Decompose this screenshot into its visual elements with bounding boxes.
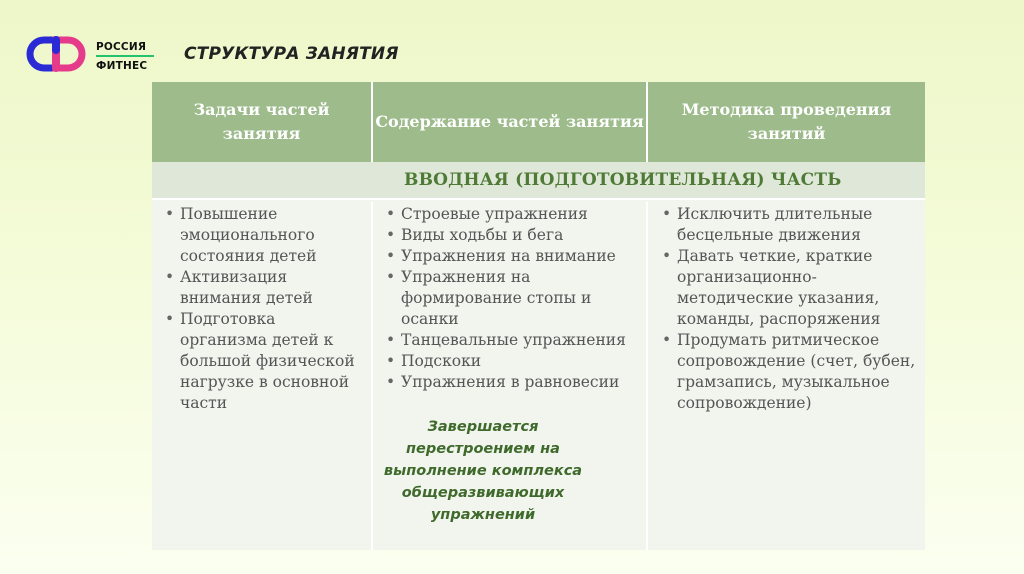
- logo-line1: РОССИЯ: [96, 41, 147, 53]
- table-header-tasks: Задачи частей занятия: [193, 100, 330, 143]
- logo-separator: [96, 55, 154, 57]
- column-divider: [646, 202, 648, 550]
- table-header-method: Методика проведения занятий: [681, 100, 892, 143]
- list-item: • Подготовка организма детей к большой физической нагрузке в основной части: [160, 309, 365, 414]
- list-item: • Подскоки: [381, 351, 643, 372]
- lesson-structure-table: [152, 82, 925, 550]
- list-item: • Продумать ритмическое сопровождение (счет, бубен, грамзапись, музыкальное сопровождение): [657, 330, 919, 414]
- section-title: ВВОДНАЯ (ПОДГОТОВИТЕЛЬНАЯ) ЧАСТЬ: [404, 170, 842, 190]
- list-item: • Активизация внимания детей: [160, 267, 365, 309]
- column-divider: [646, 82, 648, 162]
- list-item: • Давать четкие, краткие организационно-методические указания, команды, распоряжения: [657, 246, 919, 330]
- list-item: • Строевые упражнения: [381, 204, 643, 225]
- russia-fitness-logo: [24, 34, 164, 74]
- content-note: Завершается перестроением на выполнение комплекса общеразвивающих упражнений: [383, 419, 583, 523]
- list-item: • Повышение эмоционального состояния детей: [160, 204, 365, 267]
- content-column: [381, 204, 643, 393]
- logo-text: [96, 40, 154, 73]
- list-item: • Упражнения на внимание: [381, 246, 643, 267]
- logo-line2: ФИТНЕС: [96, 60, 148, 72]
- list-item: • Танцевальные упражнения: [381, 330, 643, 351]
- column-divider: [371, 82, 373, 162]
- table-header-content: Содержание частей занятия: [375, 112, 644, 131]
- list-item: • Виды ходьбы и бега: [381, 225, 643, 246]
- list-item: • Исключить длительные бесцельные движения: [657, 204, 919, 246]
- table-header-row: [152, 82, 925, 162]
- list-item: • Упражнения в равновесии: [381, 372, 643, 393]
- list-item: • Упражнения на формирование стопы и осанки: [381, 267, 643, 330]
- logo-mark-icon: [24, 34, 88, 74]
- page-title: СТРУКТУРА ЗАНЯТИЯ: [184, 44, 399, 64]
- section-row: [152, 162, 925, 200]
- tasks-column: [160, 204, 365, 414]
- method-column: [657, 204, 919, 414]
